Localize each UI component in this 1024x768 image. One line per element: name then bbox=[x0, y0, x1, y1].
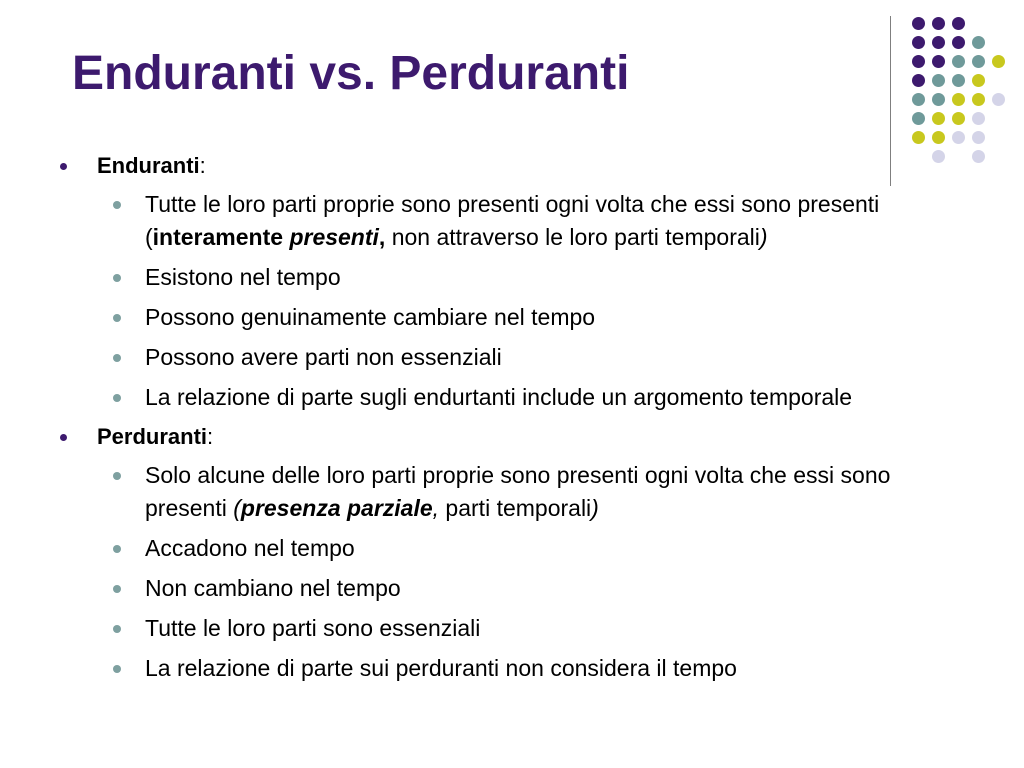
list-item bbox=[60, 459, 960, 525]
bullet-icon bbox=[60, 163, 67, 170]
dot-icon bbox=[952, 74, 965, 87]
dot-icon bbox=[972, 36, 985, 49]
dot-icon bbox=[932, 112, 945, 125]
dot-icon bbox=[952, 112, 965, 125]
list-item-text: Tutte le loro parti proprie sono presenti ogni volta che essi sono presenti ( bbox=[145, 191, 880, 250]
section-perduranti bbox=[60, 421, 960, 685]
list-item-text: ( bbox=[233, 495, 241, 521]
list-item bbox=[60, 301, 960, 334]
bullet-list bbox=[60, 188, 960, 414]
bullet-icon bbox=[113, 585, 121, 593]
bullet-icon bbox=[113, 665, 121, 673]
section-heading-colon: : bbox=[207, 424, 214, 449]
list-item-text: , bbox=[432, 495, 440, 521]
bullet-icon bbox=[113, 354, 121, 362]
dot-icon bbox=[912, 112, 925, 125]
dot-icon bbox=[912, 55, 925, 68]
bullet-icon bbox=[113, 314, 121, 322]
list-item bbox=[60, 612, 960, 645]
list-item-text: Possono genuinamente cambiare nel tempo bbox=[145, 304, 596, 330]
bullet-list bbox=[60, 459, 960, 685]
section-heading-colon: : bbox=[199, 153, 206, 178]
list-item bbox=[60, 188, 960, 254]
list-item-text: interamente bbox=[152, 224, 290, 250]
bullet-icon bbox=[113, 394, 121, 402]
dot-icon bbox=[912, 93, 925, 106]
dot-icon bbox=[912, 36, 925, 49]
dot-icon bbox=[972, 112, 985, 125]
dot-icon bbox=[932, 36, 945, 49]
list-item-text: Non cambiano nel tempo bbox=[145, 575, 401, 601]
dot-icon bbox=[952, 17, 965, 30]
dot-icon bbox=[912, 17, 925, 30]
dot-icon bbox=[952, 131, 965, 144]
bullet-icon bbox=[113, 625, 121, 633]
list-item-text: ) bbox=[591, 495, 599, 521]
dot-icon bbox=[932, 131, 945, 144]
bullet-icon bbox=[113, 201, 121, 209]
bullet-icon bbox=[113, 472, 121, 480]
list-item bbox=[60, 652, 960, 685]
list-item-text: ) bbox=[759, 224, 768, 250]
dot-icon bbox=[972, 93, 985, 106]
list-item-text: Tutte le loro parti sono essenziali bbox=[145, 615, 481, 641]
list-item bbox=[60, 572, 960, 605]
list-item-text: Accadono nel tempo bbox=[145, 535, 355, 561]
dot-icon bbox=[972, 55, 985, 68]
section-heading-label: Enduranti bbox=[97, 153, 200, 178]
bullet-icon bbox=[60, 434, 67, 441]
list-item-text: , bbox=[378, 224, 386, 250]
list-item-text: La relazione di parte sui perduranti non considera il tempo bbox=[145, 655, 737, 681]
bullet-icon bbox=[113, 545, 121, 553]
dot-icon bbox=[992, 93, 1005, 106]
list-item bbox=[60, 381, 960, 414]
bullet-icon bbox=[113, 274, 121, 282]
dot-icon bbox=[952, 36, 965, 49]
bullet-content bbox=[60, 150, 960, 692]
dot-icon bbox=[932, 55, 945, 68]
dot-icon bbox=[912, 131, 925, 144]
dot-icon bbox=[932, 74, 945, 87]
dot-icon bbox=[952, 55, 965, 68]
dot-icon bbox=[952, 93, 965, 106]
section-enduranti bbox=[60, 150, 960, 414]
dot-icon bbox=[972, 131, 985, 144]
list-item-text: Possono avere parti non essenziali bbox=[145, 344, 502, 370]
dot-icon bbox=[992, 55, 1005, 68]
dot-icon bbox=[932, 17, 945, 30]
list-item bbox=[60, 532, 960, 565]
list-item bbox=[60, 261, 960, 294]
list-item-text: presenza parziale bbox=[240, 495, 433, 521]
list-item-text: La relazione di parte sugli endurtanti include un argomento temporale bbox=[145, 384, 853, 410]
section-heading bbox=[60, 421, 960, 453]
list-item-text: parti temporali bbox=[439, 495, 592, 521]
section-heading-label: Perduranti bbox=[97, 424, 208, 449]
dot-icon bbox=[912, 74, 925, 87]
list-item-text: presenti bbox=[289, 224, 379, 250]
dot-icon bbox=[932, 93, 945, 106]
section-heading bbox=[60, 150, 960, 182]
dot-icon bbox=[972, 74, 985, 87]
list-item-text: Solo alcune delle loro parti proprie sono presenti ogni volta che essi sono presenti bbox=[145, 462, 891, 521]
dot-icon bbox=[972, 150, 985, 163]
slide-title: Enduranti vs. Perduranti bbox=[72, 47, 630, 100]
list-item-text: Esistono nel tempo bbox=[145, 264, 341, 290]
list-item bbox=[60, 341, 960, 374]
list-item-text: non attraverso le loro parti temporali bbox=[385, 224, 760, 250]
